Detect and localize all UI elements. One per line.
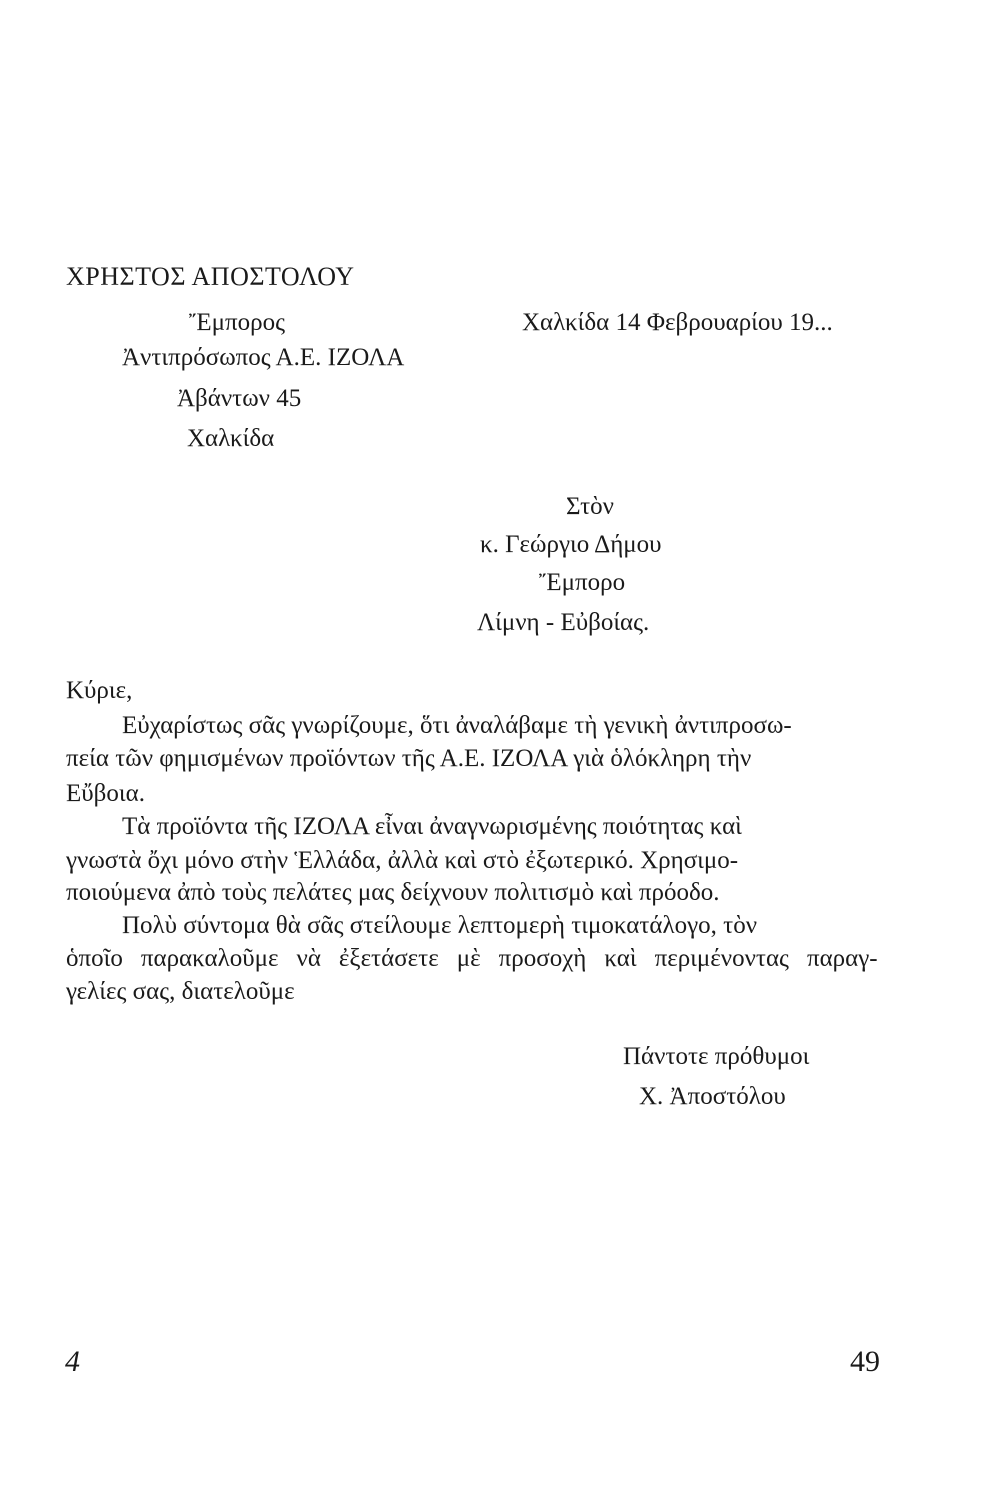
- recipient-name: κ. Γεώργιο Δήμου: [480, 531, 662, 558]
- recipient-place: Λίμνη - Εὐβοίας.: [477, 609, 650, 636]
- sender-street: Ἀβάντων 45: [177, 385, 302, 412]
- recipient-occupation: Ἔμπορο: [539, 569, 626, 596]
- sender-occupation: Ἔμπορος: [189, 309, 286, 336]
- sender-name: ΧΡΗΣΤΟΣ ΑΠΟΣΤΟΛΟΥ: [66, 262, 355, 291]
- body-line: ὁποῖο παρακαλοῦμε νὰ ἐξετάσετε μὲ προσοχὴ καὶ περιμένοντας παραγ-: [66, 945, 878, 972]
- body-line: γνωστὰ ὄχι μόνο στὴν Ἑλλάδα, ἀλλὰ καὶ στὸ ἐξωτερικό. Χρησιμο-: [66, 847, 739, 874]
- body-line: γελίες σας, διατελοῦμε: [66, 978, 295, 1005]
- body-line: Πολὺ σύντομα θὰ σᾶς στείλουμε λεπτομερὴ τιμοκατάλογο, τὸν: [122, 912, 758, 939]
- sender-representative: Ἀντιπρόσωπος Α.Ε. ΙΖΟΛΑ: [122, 344, 405, 371]
- recipient-to: Στὸν: [566, 493, 614, 520]
- body-line: ποιούμενα ἀπὸ τοὺς πελάτες μας δείχνουν πολιτισμὸ καὶ πρόοδο.: [66, 879, 720, 906]
- body-line: Εὔβοια.: [66, 780, 145, 807]
- body-line: Εὐχαρίστως σᾶς γνωρίζουμε, ὅτι ἀναλάβαμε τὴ γενικὴ ἀντιπροσω-: [122, 712, 792, 739]
- page-number: 49: [850, 1345, 880, 1378]
- body-line: πεία τῶν φημισμένων προϊόντων τῆς Α.Ε. ΙΖΟΛΑ γιὰ ὁλόκληρη τὴν: [66, 745, 752, 772]
- signature: Χ. Ἀποστόλου: [639, 1083, 786, 1110]
- sender-city: Χαλκίδα: [187, 425, 275, 452]
- closing: Πάντοτε πρόθυμοι: [623, 1043, 810, 1070]
- date-line: Χαλκίδα 14 Φεβρουαρίου 19...: [522, 309, 833, 336]
- page-mark-left: 4: [65, 1345, 80, 1378]
- salutation: Κύριε,: [66, 677, 133, 704]
- body-line: Τὰ προϊόντα τῆς ΙΖΟΛΑ εἶναι ἀναγνωρισμένης ποιότητας καὶ: [122, 813, 742, 840]
